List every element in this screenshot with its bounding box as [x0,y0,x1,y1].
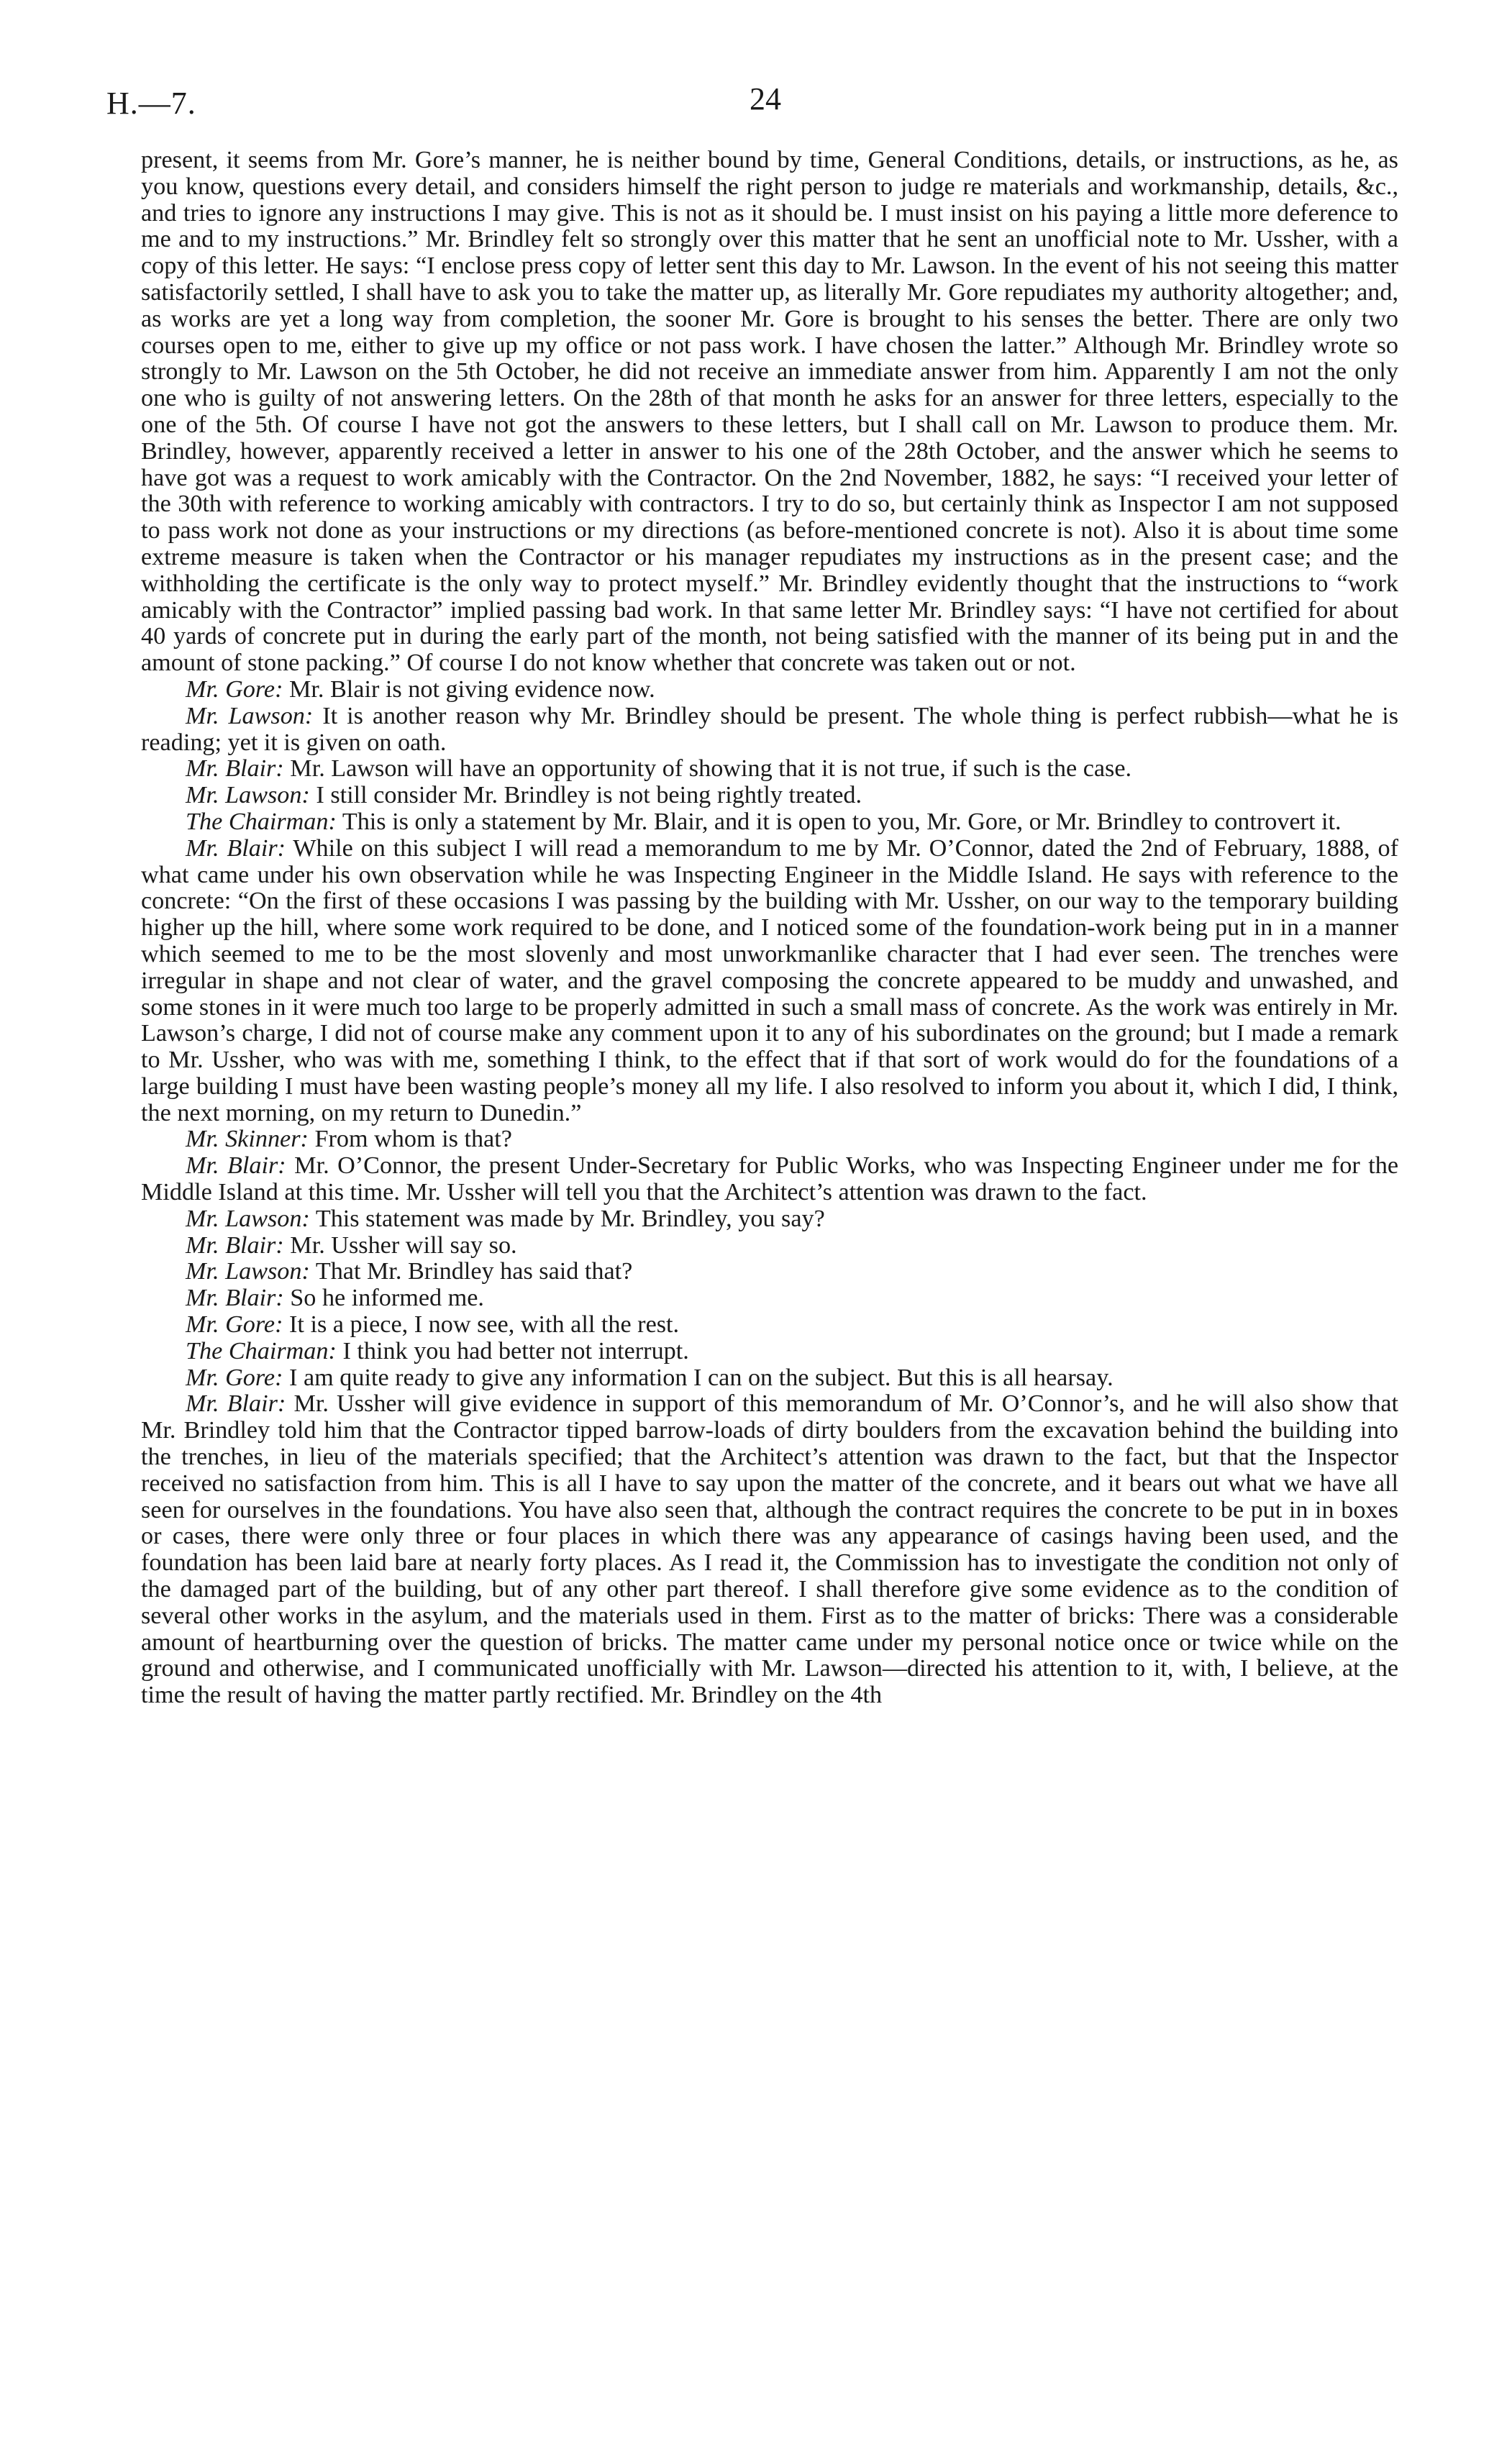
paragraph-text: Mr. Ussher will say so. [290,1231,517,1259]
paragraph-text: So he informed me. [290,1285,484,1312]
paragraph-text: From whom is that? [314,1126,512,1153]
paragraph-text: This statement was made by Mr. Brindley, you say? [315,1205,825,1232]
speaker-name: Mr. Lawson: [186,1205,310,1232]
paragraph [141,703,1398,757]
speaker-name: The Chairman: [186,1337,337,1364]
paragraph-text: Mr. O’Connor, the present Under-Secretary for Public Works, who was Inspecting Engineer under me for the Middle Island at this time. Mr. Ussher will tell you that the Architect’s attention was drawn to the fact. [141,1152,1399,1206]
paragraph-text: While on this subject I will read a memorandum to me by Mr. O’Connor, dated the 2nd of February, 1888, of what came under his own observation while he was Inspecting Engineer in the Middle Island. He says with reference to the concrete: “On the first of these occasions I was passing by the building with Mr. Ussher, on our way to the temporary building higher up the hill, where some work required to be done, and I noticed some of the foundation-work being put in in a manner which seemed to me to be the most slovenly and most unworkmanlike character that I had ever seen. The trenches were irregular in shape and not clear of water, and the gravel composing the concrete appeared to be muddy and unwashed, and some stones in it were much too large to be properly admitted in such a small mass of concrete. As the work was entirely in Mr. Lawson’s charge, I did not of course make any comment upon it to any of his subordinates on the ground; but I made a remark to Mr. Ussher, who was with me, something I think, to the effect that if that sort of work would do for the foundations of a large building I must have been wasting people’s money all my life. I also resolved to inform you about it, which I did, I think, the next morning, on my return to Dunedin.” [141,834,1399,1126]
page-number: 24 [750,81,781,117]
speaker-name: Mr. Blair: [186,1231,284,1259]
speaker-name: Mr. Blair: [186,1285,284,1312]
paragraph-text: Mr. Lawson will have an opportunity of showing that it is not true, if such is the case. [290,755,1132,783]
paragraph [141,1365,1398,1392]
paragraph [141,809,1398,836]
paragraph [141,1153,1398,1206]
paragraph [141,836,1398,1127]
paragraph [141,147,1398,677]
paragraph-text: It is a piece, I now see, with all the rest. [289,1311,680,1339]
paragraph-text: I think you had better not interrupt. [342,1337,689,1364]
paragraph [141,677,1398,703]
paragraph [141,1259,1398,1285]
paragraph [141,1312,1398,1339]
paragraph-text: This is only a statement by Mr. Blair, and it is open to you, Mr. Gore, or Mr. Brindley to controvert it. [342,808,1342,835]
paragraph [141,783,1398,809]
speaker-name: Mr. Lawson: [186,782,310,809]
paragraph [141,1206,1398,1233]
paragraph-text: It is another reason why Mr. Brindley should be present. The whole thing is perfect rubbish—what he is reading; yet it is given on oath. [141,702,1399,756]
paragraph-text: present, it seems from Mr. Gore’s manner, he is neither bound by time, General Conditions, details, or instructions, as he, as you know, questions every detail, and considers himself the right person to judge re materials and workmanship, details, &c., and tries to ignore any instructions I may give. This is not as it should be. I must insist on his paying a little more deference to me and to my instructions.” Mr. Brindley felt so strongly over this matter that he sent an unofficial note to Mr. Ussher, with a copy of this letter. He says: “I enclose press copy of letter sent this day to Mr. Lawson. In the event of his not seeing this matter satisfactorily settled, I shall have to ask you to take the matter up, as literally Mr. Gore repudiates my authority altogether; and, as works are yet a long way from completion, the sooner Mr. Gore is brought to his senses the better. There are only two courses open to me, either to give up my office or not pass work. I have chosen the latter.” Although Mr. Brindley wrote so strongly to Mr. Lawson on the 5th October, he did not receive an immediate answer from him. Apparently I am not the only one who is guilty of not answering letters. On the 28th of that month he asks for an answer for three letters, especially to the one of the 5th. Of course I have not got the answers to these letters, but I shall call on Mr. Lawson to produce them. Mr. Brindley, however, apparently received a letter in answer to his one of the 28th October, and the answer which he seems to have got was a request to work amicably with the Contractor. On the 2nd November, 1882, he says: “I received your letter of the 30th with reference to working amicably with contractors. I try to do so, but certainly think as Inspector I am not supposed to pass work not done as your instructions or my directions (as before-mentioned concrete is not). Also it is about time some extreme measure is taken when the Contractor or his manager repudiates my instructions as in the present case; and the withholding the certificate is the only way to protect myself.” Mr. Brindley evidently thought that the instructions to “work amicably with the Contractor” implied passing bad work. In that same letter Mr. Brindley says: “I have not certified for about 40 yards of concrete put in during the early part of the month, not being satisfied with the manner of its being put in and the amount of stone packing.” Of course I do not know whether that concrete was taken out or not. [141,147,1398,677]
paragraph [141,1285,1398,1312]
speaker-name: Mr. Lawson: [186,1258,310,1285]
paragraph [141,1339,1398,1365]
speaker-name: Mr. Lawson: [186,702,314,729]
paragraph-text: I am quite ready to give any information I can on the subject. But this is all hearsay. [289,1364,1113,1391]
paragraph-text: Mr. Blair is not giving evidence now. [289,675,655,703]
paragraph [141,1233,1398,1259]
speaker-name: Mr. Blair: [186,834,286,862]
speaker-name: Mr. Gore: [186,1364,283,1391]
speaker-name: Mr. Skinner: [186,1126,309,1153]
series-reference: H.—7. [106,86,196,121]
paragraph-text: I still consider Mr. Brindley is not being rightly treated. [316,782,862,809]
speaker-name: Mr. Gore: [186,675,283,703]
paragraph [141,1126,1398,1153]
speaker-name: Mr. Gore: [186,1311,283,1339]
paragraph [141,1391,1398,1709]
paragraph-text: Mr. Ussher will give evidence in support of this memorandum of Mr. O’Connor’s, and he will also show that Mr. Brindley told him that the Contractor tipped barrow-loads of dirty boulders from the excavation behind the building into the trenches, in lieu of the materials specified; that the Architect’s attention was drawn to the fact, but that the Inspector received no satisfaction from him. This is all I have to say upon the matter of the concrete, and it bears out what we have all seen for ourselves in the foundations. You have also seen that, although the contract requires the concrete to be put in in boxes or cases, there were only three or four places in which there was any appearance of casings having been used, and the foundation has been laid bare at nearly forty places. As I read it, the Commission has to investigate the condition not only of the damaged part of the building, but of any other part thereof. I shall therefore give some evidence as to the condition of several other works in the asylum, and the materials used in them. First as to the matter of bricks: There was a considerable amount of heartburning over the question of bricks. The matter came under my personal notice once or twice while on the ground and otherwise, and I communicated unofficially with Mr. Lawson—directed his attention to it, with, I believe, at the time the result of having the matter partly rectified. Mr. Brindley on the 4th [141,1390,1398,1709]
speaker-name: Mr. Blair: [186,755,284,783]
speaker-name: Mr. Blair: [186,1152,286,1180]
paragraph-text: That Mr. Brindley has said that? [315,1258,633,1285]
speaker-name: The Chairman: [186,808,337,835]
document-body [141,147,1398,1709]
paragraph [141,756,1398,783]
speaker-name: Mr. Blair: [186,1390,286,1418]
